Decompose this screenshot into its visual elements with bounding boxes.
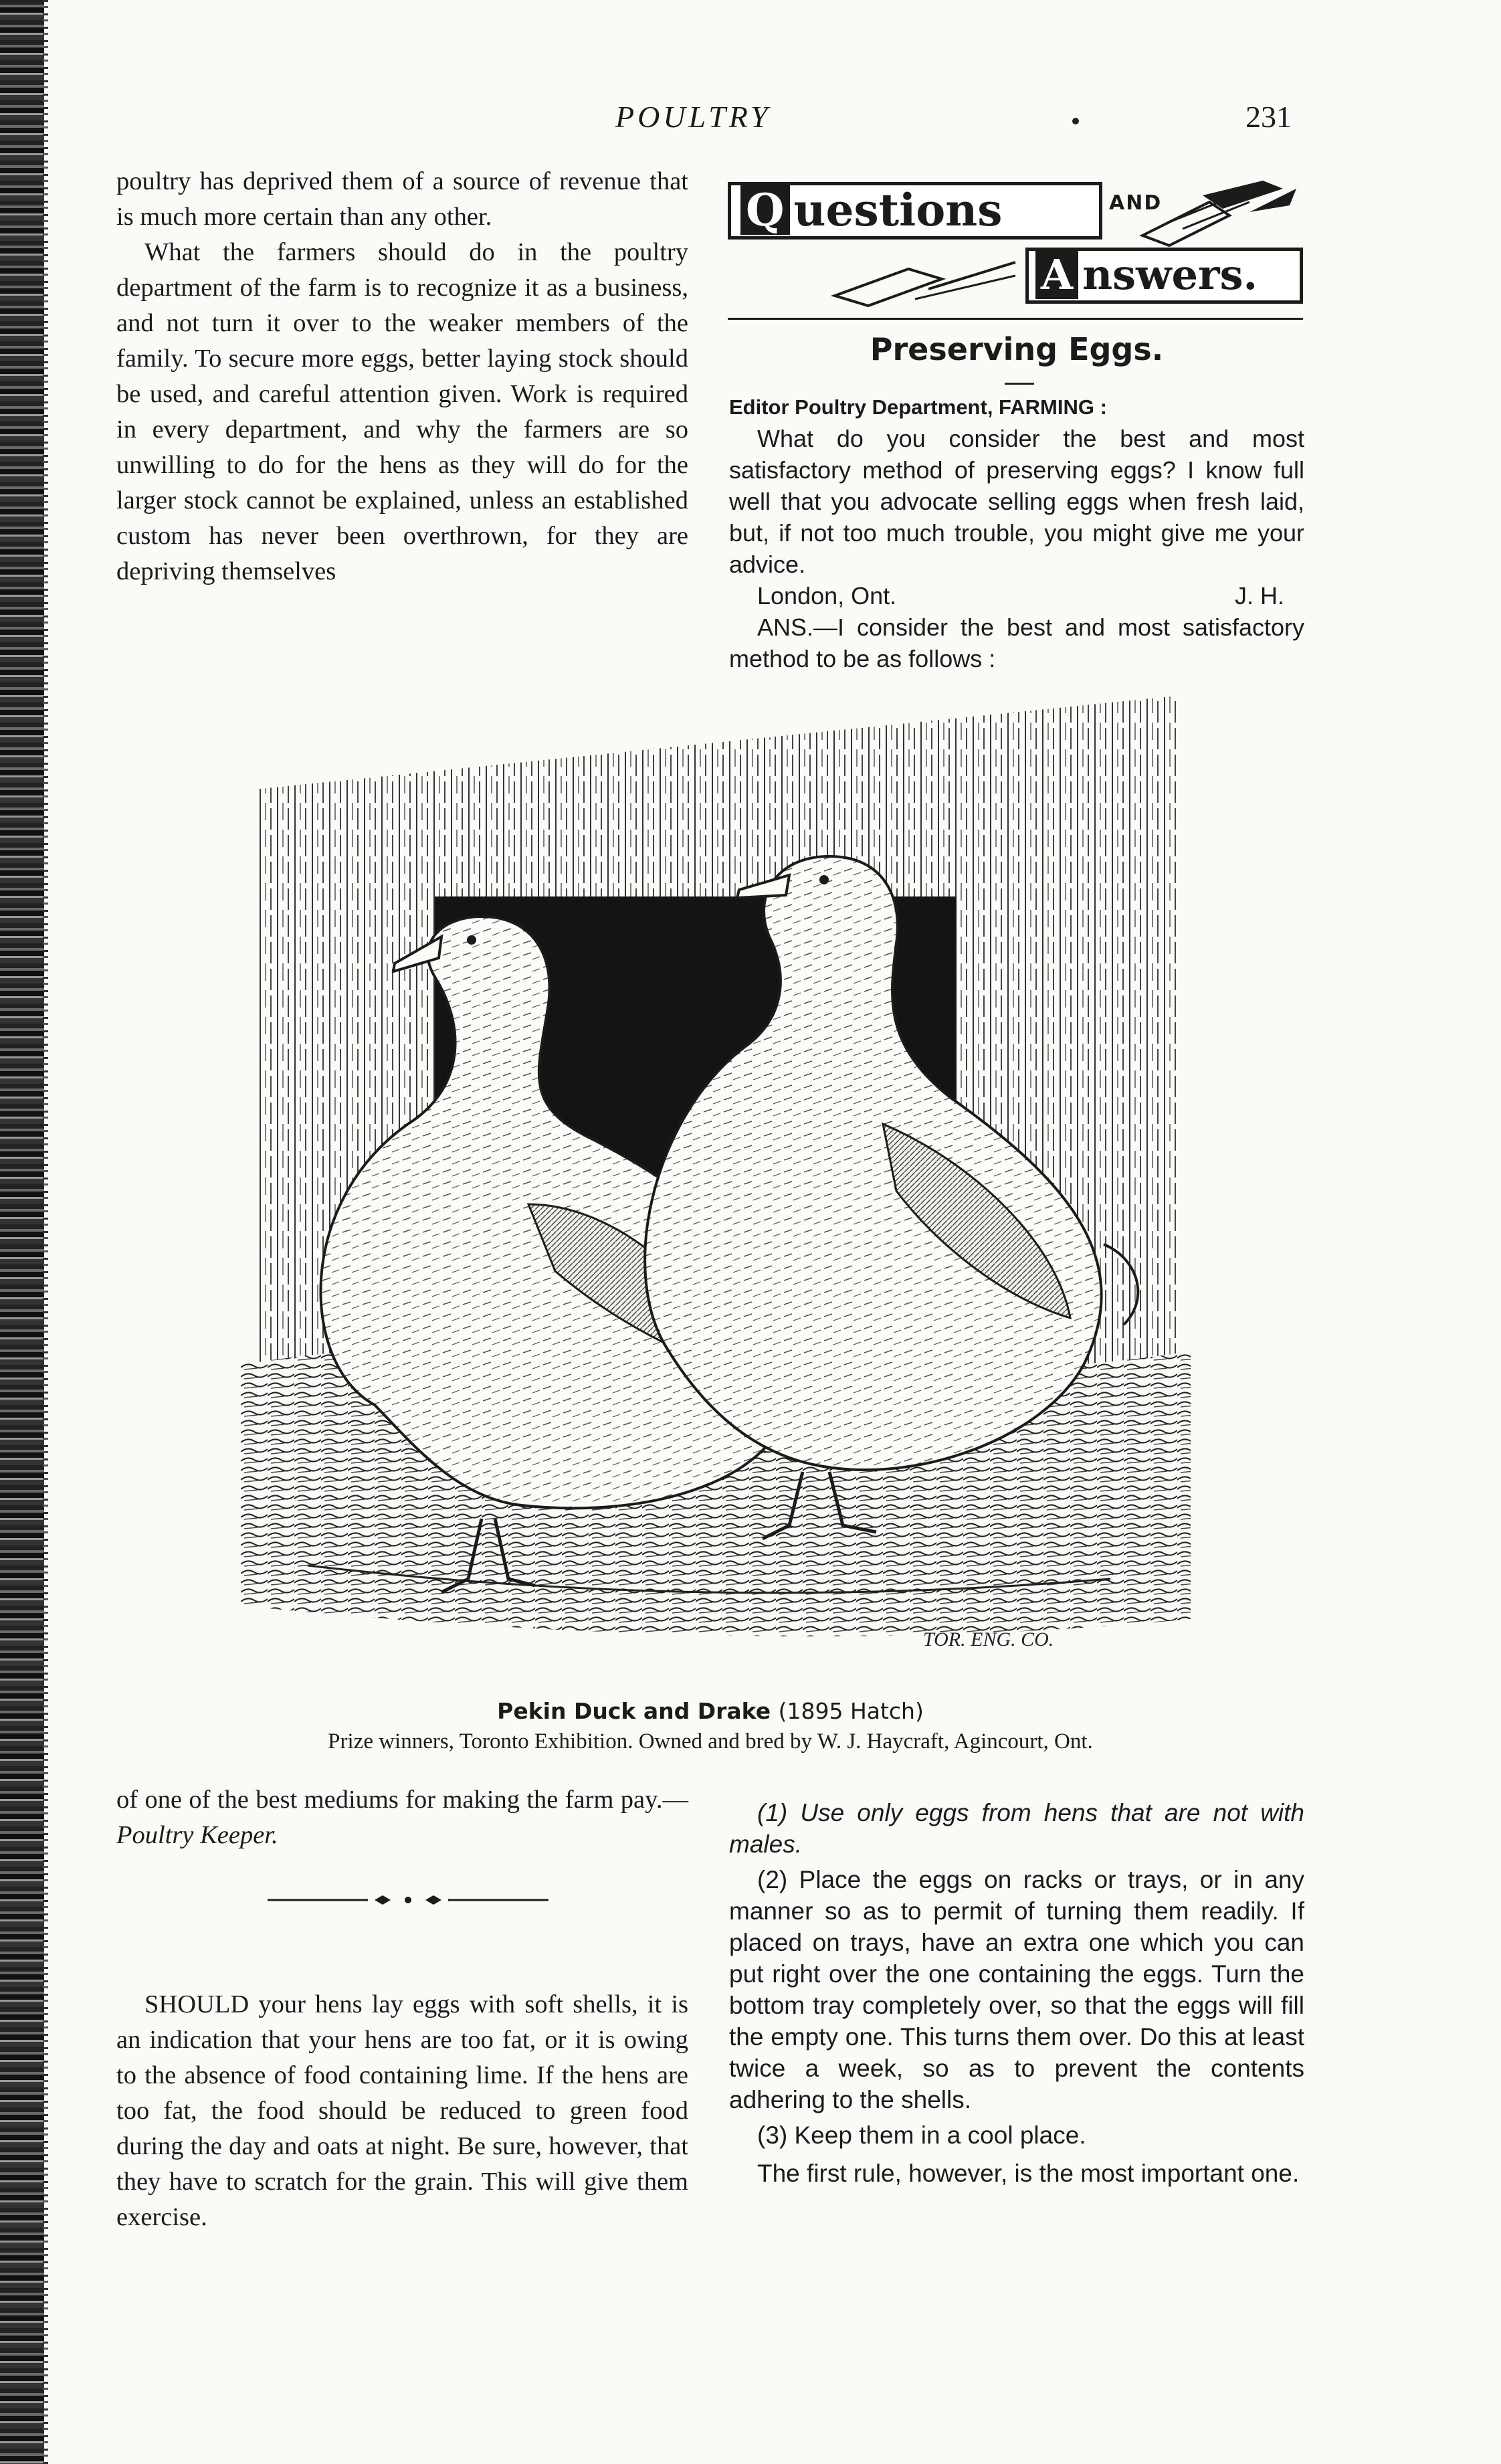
rule-2: (2) Place the eggs on racks or trays, or in any manner so as to permit of turning them readily. If placed on trays, have an extra one which you can put right over the one containing the eggs. Turn the bottom tray completely over, so that the eggs will fill the empty one. This turns them over. Do this at least twice a week, so as to prevent the contents adhering to the shells.	[729, 1866, 1304, 2113]
title-dash	[1005, 383, 1034, 385]
quill-envelope-icon	[1129, 175, 1303, 249]
banner-q-rest: uestions	[793, 184, 1003, 236]
signature: J. H.	[1234, 582, 1284, 609]
left-paragraph-2: What the farmers should do in the poultry department of the farm is to recognize it as a business, and not turn it over to the weaker members of the family. To secure more eggs, better laying stock should be used, and careful attention given. Work is required in every department, and why the farmers are so unwilling to do for the hens as they will do for the larger stock cannot be explained, unless an established custom has never been overthrown, for they are depriving themselves	[116, 238, 688, 585]
page-header	[0, 99, 1501, 139]
soft-shells-paragraph	[116, 1987, 688, 2235]
caption-hatch: (1895 Hatch)	[778, 1698, 924, 1724]
answer-intro-text: —I consider the best and most satisfactory method to be as follows :	[729, 613, 1304, 672]
engraver-mark: TOR. ENG. CO.	[923, 1628, 1054, 1650]
closing-paragraph: The first rule, however, is the most important one.	[757, 2160, 1300, 2187]
location: London, Ont.	[757, 582, 897, 609]
scroll-ornament-icon	[828, 249, 1022, 309]
banner-rule	[728, 318, 1303, 320]
running-title: POULTRY	[615, 100, 771, 134]
left-column-top	[116, 164, 688, 589]
section-title: Preserving Eggs.	[870, 331, 1164, 367]
caption-title: Pekin Duck and Drake	[497, 1698, 771, 1724]
rule-1: (1) Use only eggs from hens that are not with males.	[729, 1799, 1304, 1858]
lead-word: SHOULD	[144, 1990, 249, 2018]
duck-illustration	[241, 696, 1197, 1686]
soft-shells-text: your hens lay eggs with soft shells, it is an indication that your hens are too fat, or it is owing to the absence of food containing lime. If the hens are too fat, the food should be reduced to green food during the day and oats at night. Be sure, however, that they have to scratch for the grain. This will give them exercise.	[116, 1990, 688, 2231]
answer-intro	[729, 611, 1304, 674]
caption-credit: Prize winners, Toronto Exhibition. Owned and bred by W. J. Haycraft, Agincourt, Ont.	[328, 1729, 1093, 1754]
binding-edge	[0, 0, 44, 2464]
banner-questions	[728, 182, 1102, 240]
question-text: What do you consider the best and most satisfactory method of preserving eggs? I know full well that you advocate selling eggs when fresh laid, but, if not too much trouble, you might give me your advice.	[729, 425, 1304, 578]
banner-answers	[1025, 248, 1303, 304]
section-divider-ornament	[268, 1893, 548, 1907]
page-number: 231	[1245, 100, 1292, 134]
left-column-bottom	[116, 1782, 688, 2235]
right-column-top	[729, 391, 1304, 674]
banner-a-rest: nswers.	[1082, 250, 1258, 299]
rule-3: (3) Keep them in a cool place.	[757, 2121, 1086, 2149]
banner-q-letter: Q	[740, 185, 790, 235]
illustration-caption	[116, 1697, 1304, 1757]
signature-row	[729, 580, 1304, 611]
source-credit: Poultry Keeper.	[116, 1821, 278, 1849]
header-dot	[1072, 118, 1079, 124]
editor-line: Editor Poultry Department, FARMING :	[729, 395, 1107, 419]
caption-title-line	[116, 1697, 1304, 1726]
right-column-bottom	[729, 1797, 1304, 2189]
left-paragraph-1: poultry has deprived them of a source of revenue that is much more certain than any other.	[116, 167, 688, 231]
banner-and: AND	[1109, 191, 1163, 215]
continuation-paragraph	[116, 1782, 688, 1853]
continuation-text: of one of the best mediums for making the farm pay.—	[116, 1786, 688, 1814]
answer-label: ANS.	[757, 613, 814, 641]
questions-answers-banner	[728, 175, 1303, 309]
banner-a-letter: A	[1035, 251, 1078, 299]
